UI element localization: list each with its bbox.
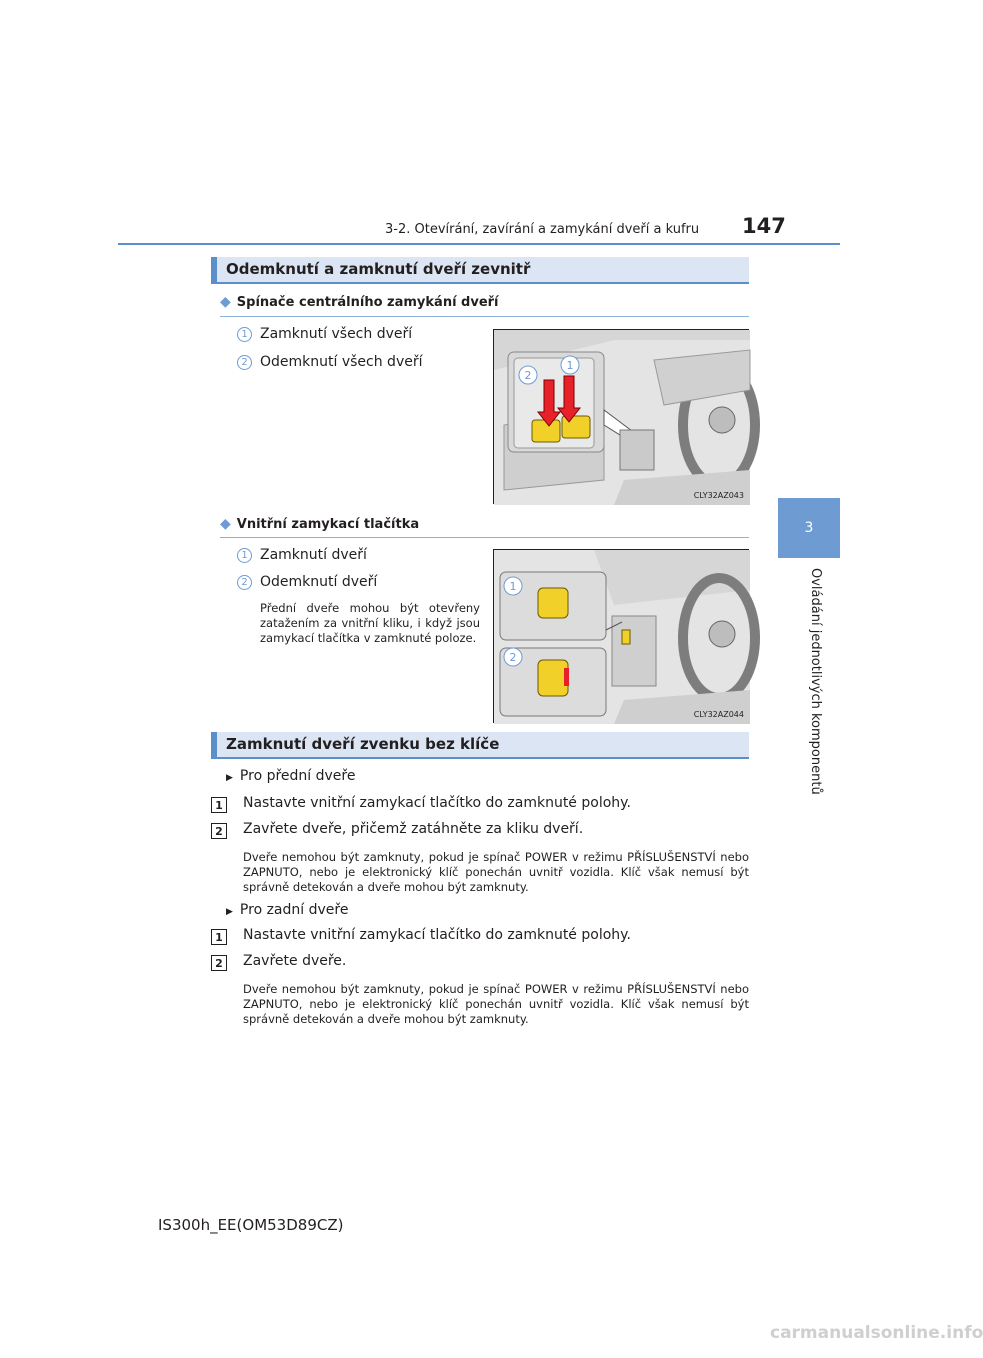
- image-code: CLY32AZ043: [693, 491, 744, 500]
- list-item: Odemknutí dveří: [260, 574, 378, 590]
- diamond-icon: ◆: [220, 516, 231, 532]
- subheading-text: Vnitřní zamykací tlačítka: [236, 517, 420, 532]
- step-text: Nastavte vnitřní zamykací tlačítko do zamknuté polohy.: [243, 795, 631, 811]
- triangle-bullet-icon: ▶: [226, 907, 233, 917]
- bullet-front-doors: ▶ Pro přední dveře: [226, 768, 356, 784]
- running-header-title: 3-2. Otevírání, zavírání a zamykání dveří a kufru: [385, 222, 700, 237]
- note-text: Dveře nemohou být zamknuty, pokud je spínač POWER v režimu PŘÍSLUŠENSTVÍ nebo ZAPNUTO, nebo je elektronický klíč ponechán uvnitř vozidla. Klíč však nemusí být správně detekován a dveře mohou být zamknuty.: [243, 850, 749, 894]
- header-divider: [118, 243, 840, 245]
- callout-number: 1: [237, 548, 252, 563]
- section-heading-lock-outside-without-key: [211, 732, 749, 759]
- illustration-central-lock-switch: [493, 329, 749, 504]
- svg-text:1: 1: [566, 359, 574, 372]
- list-item: Odemknutí všech dveří: [260, 354, 423, 370]
- chapter-side-title: Ovládání jednotlivých komponentů: [808, 568, 823, 795]
- callout-number: 2: [237, 575, 252, 590]
- subheading-central-lock-switches: [220, 294, 499, 310]
- watermark: carmanualsonline.info: [770, 1323, 983, 1343]
- note-text: Dveře nemohou být zamknuty, pokud je spínač POWER v režimu PŘÍSLUŠENSTVÍ nebo ZAPNUTO, nebo je elektronický klíč ponechán uvnitř vozidla. Klíč však nemusí být správně detekován a dveře mohou být zamknuty.: [243, 982, 749, 1026]
- car-interior-illustration: [494, 330, 750, 505]
- step-number: 2: [211, 955, 227, 971]
- list-item: Zamknutí všech dveří: [260, 326, 413, 342]
- subheading-inside-lock-buttons: [220, 516, 419, 532]
- chapter-number: 3: [804, 520, 814, 536]
- step-text: Zavřete dveře, přičemž zatáhněte za kliku dveří.: [243, 821, 584, 837]
- door-handle-illustration: [494, 550, 750, 724]
- list-item: Zamknutí dveří: [260, 547, 367, 563]
- svg-text:1: 1: [509, 580, 517, 593]
- image-code: CLY32AZ044: [693, 710, 744, 719]
- step-number: 2: [211, 823, 227, 839]
- diamond-icon: ◆: [220, 294, 231, 310]
- callout-number: 1: [237, 327, 252, 342]
- callout-number: 2: [237, 355, 252, 370]
- section-heading-unlock-lock-inside: [211, 257, 749, 284]
- svg-text:2: 2: [524, 369, 532, 382]
- svg-text:2: 2: [509, 651, 517, 664]
- bullet-rear-doors: ▶ Pro zadní dveře: [226, 902, 349, 918]
- triangle-bullet-icon: ▶: [226, 773, 233, 783]
- subheading-text: Spínače centrálního zamykání dveří: [236, 295, 499, 310]
- section-title: Odemknutí a zamknutí dveří zevnitř: [226, 260, 531, 278]
- step-text: Nastavte vnitřní zamykací tlačítko do zamknuté polohy.: [243, 927, 631, 943]
- subheading-rule: [220, 537, 749, 538]
- section-title: Zamknutí dveří zvenku bez klíče: [226, 735, 500, 753]
- step-number: 1: [211, 929, 227, 945]
- document-code: IS300h_EE(OM53D89CZ): [158, 1216, 344, 1234]
- step-text: Zavřete dveře.: [243, 953, 347, 969]
- subheading-rule: [220, 316, 749, 317]
- step-number: 1: [211, 797, 227, 813]
- page-number: 147: [742, 214, 786, 238]
- chapter-tab: [778, 498, 840, 558]
- illustration-inside-lock-buttons: [493, 549, 749, 723]
- note-text: Přední dveře mohou být otevřeny zatažením za vnitřní kliku, i když jsou zamykací tlačítka v zamknuté poloze.: [260, 601, 480, 645]
